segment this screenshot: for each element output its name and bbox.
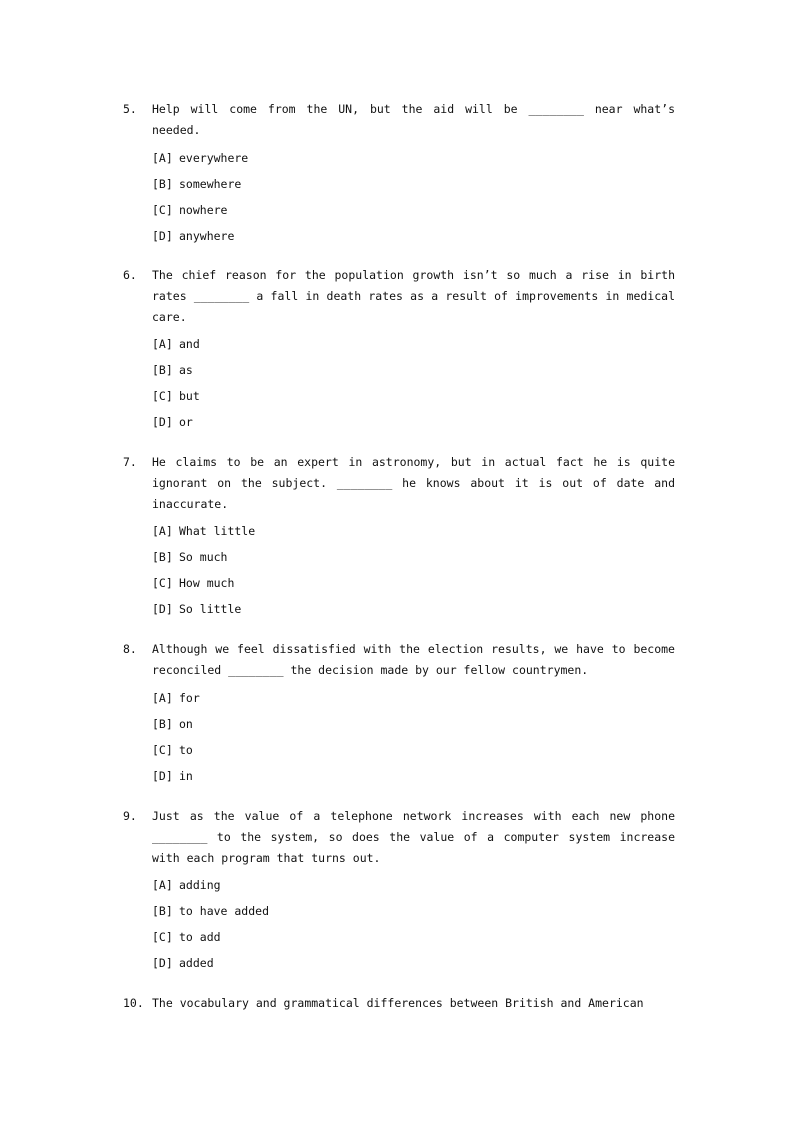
option-b[interactable]	[152, 898, 675, 924]
question-text: Although we feel dissatisfied with the election results, we have to become reconciled ________ the decision made by our fellow countrymen.	[152, 642, 675, 677]
option-letter: [D]	[152, 768, 173, 783]
question-text: The chief reason for the population growth isn’t so much a rise in birth rates ________ a fall in death rates as a result of improvements in medical care.	[152, 268, 675, 324]
question-stem	[123, 99, 675, 141]
option-letter: [A]	[152, 337, 173, 352]
question-6	[123, 265, 675, 435]
question-text: Help will come from the UN, but the aid will be ________ near what’s needed.	[152, 102, 675, 137]
option-text: somewhere	[179, 176, 242, 191]
option-d[interactable]	[152, 763, 675, 789]
options-list	[123, 685, 675, 789]
question-text: He claims to be an expert in astronomy, but in actual fact he is quite ignorant on the subject. ________ he knows about it is out of date and inaccurate.	[152, 455, 675, 511]
question-number: 8.	[123, 642, 137, 656]
option-letter: [B]	[152, 904, 173, 919]
option-text: to add	[179, 930, 221, 945]
option-letter: [C]	[152, 202, 173, 217]
option-letter: [B]	[152, 550, 173, 565]
option-b[interactable]	[152, 544, 675, 570]
question-text: Just as the value of a telephone network increases with each new phone ________ to the system, so does the value of a computer system increase with each program that turns out.	[152, 809, 675, 865]
option-letter: [A]	[152, 524, 173, 539]
option-b[interactable]	[152, 711, 675, 737]
question-number: 5.	[123, 102, 137, 116]
options-list	[123, 518, 675, 622]
option-text: added	[179, 956, 214, 971]
option-letter: [D]	[152, 602, 173, 617]
option-letter: [D]	[152, 956, 173, 971]
option-letter: [B]	[152, 716, 173, 731]
option-text: or	[179, 415, 193, 430]
option-text: as	[179, 363, 193, 378]
option-text: nowhere	[179, 202, 228, 217]
options-list	[123, 872, 675, 976]
question-stem	[123, 639, 675, 681]
question-number: 6.	[123, 268, 137, 282]
option-text: everywhere	[179, 150, 249, 165]
options-list	[123, 331, 675, 435]
option-text: So much	[179, 550, 228, 565]
option-text: to have added	[179, 904, 270, 919]
option-a[interactable]	[152, 872, 675, 898]
question-stem	[123, 265, 675, 327]
option-text: in	[179, 768, 193, 783]
option-c[interactable]	[152, 383, 675, 409]
question-7	[123, 452, 675, 622]
option-text: anywhere	[179, 228, 235, 243]
option-d[interactable]	[152, 950, 675, 976]
option-letter: [A]	[152, 690, 173, 705]
options-list	[123, 145, 675, 249]
question-10	[123, 993, 675, 1014]
option-letter: [C]	[152, 576, 173, 591]
question-5	[123, 99, 675, 249]
question-text: The vocabulary and grammatical differences between British and American	[152, 996, 644, 1010]
question-9	[123, 806, 675, 976]
option-text: What little	[179, 524, 256, 539]
option-text: How much	[179, 576, 235, 591]
option-a[interactable]	[152, 685, 675, 711]
option-letter: [C]	[152, 930, 173, 945]
question-8	[123, 639, 675, 789]
option-letter: [A]	[152, 878, 173, 893]
option-letter: [C]	[152, 742, 173, 757]
option-text: to	[179, 742, 193, 757]
option-b[interactable]	[152, 357, 675, 383]
option-c[interactable]	[152, 737, 675, 763]
option-letter: [A]	[152, 150, 173, 165]
option-c[interactable]	[152, 197, 675, 223]
option-text: So little	[179, 602, 242, 617]
option-c[interactable]	[152, 570, 675, 596]
option-d[interactable]	[152, 223, 675, 249]
option-b[interactable]	[152, 171, 675, 197]
option-letter: [B]	[152, 363, 173, 378]
option-letter: [B]	[152, 176, 173, 191]
question-stem	[123, 452, 675, 514]
option-d[interactable]	[152, 596, 675, 622]
option-a[interactable]	[152, 145, 675, 171]
option-text: for	[179, 690, 200, 705]
question-number: 7.	[123, 455, 137, 469]
question-stem	[123, 806, 675, 868]
option-text: adding	[179, 878, 221, 893]
option-a[interactable]	[152, 518, 675, 544]
option-letter: [C]	[152, 389, 173, 404]
question-stem	[123, 993, 675, 1014]
option-a[interactable]	[152, 331, 675, 357]
option-letter: [D]	[152, 228, 173, 243]
option-text: on	[179, 716, 193, 731]
option-text: but	[179, 389, 200, 404]
option-text: and	[179, 337, 200, 352]
option-c[interactable]	[152, 924, 675, 950]
option-letter: [D]	[152, 415, 173, 430]
question-number: 9.	[123, 809, 137, 823]
question-number: 10.	[123, 996, 144, 1010]
option-d[interactable]	[152, 409, 675, 435]
